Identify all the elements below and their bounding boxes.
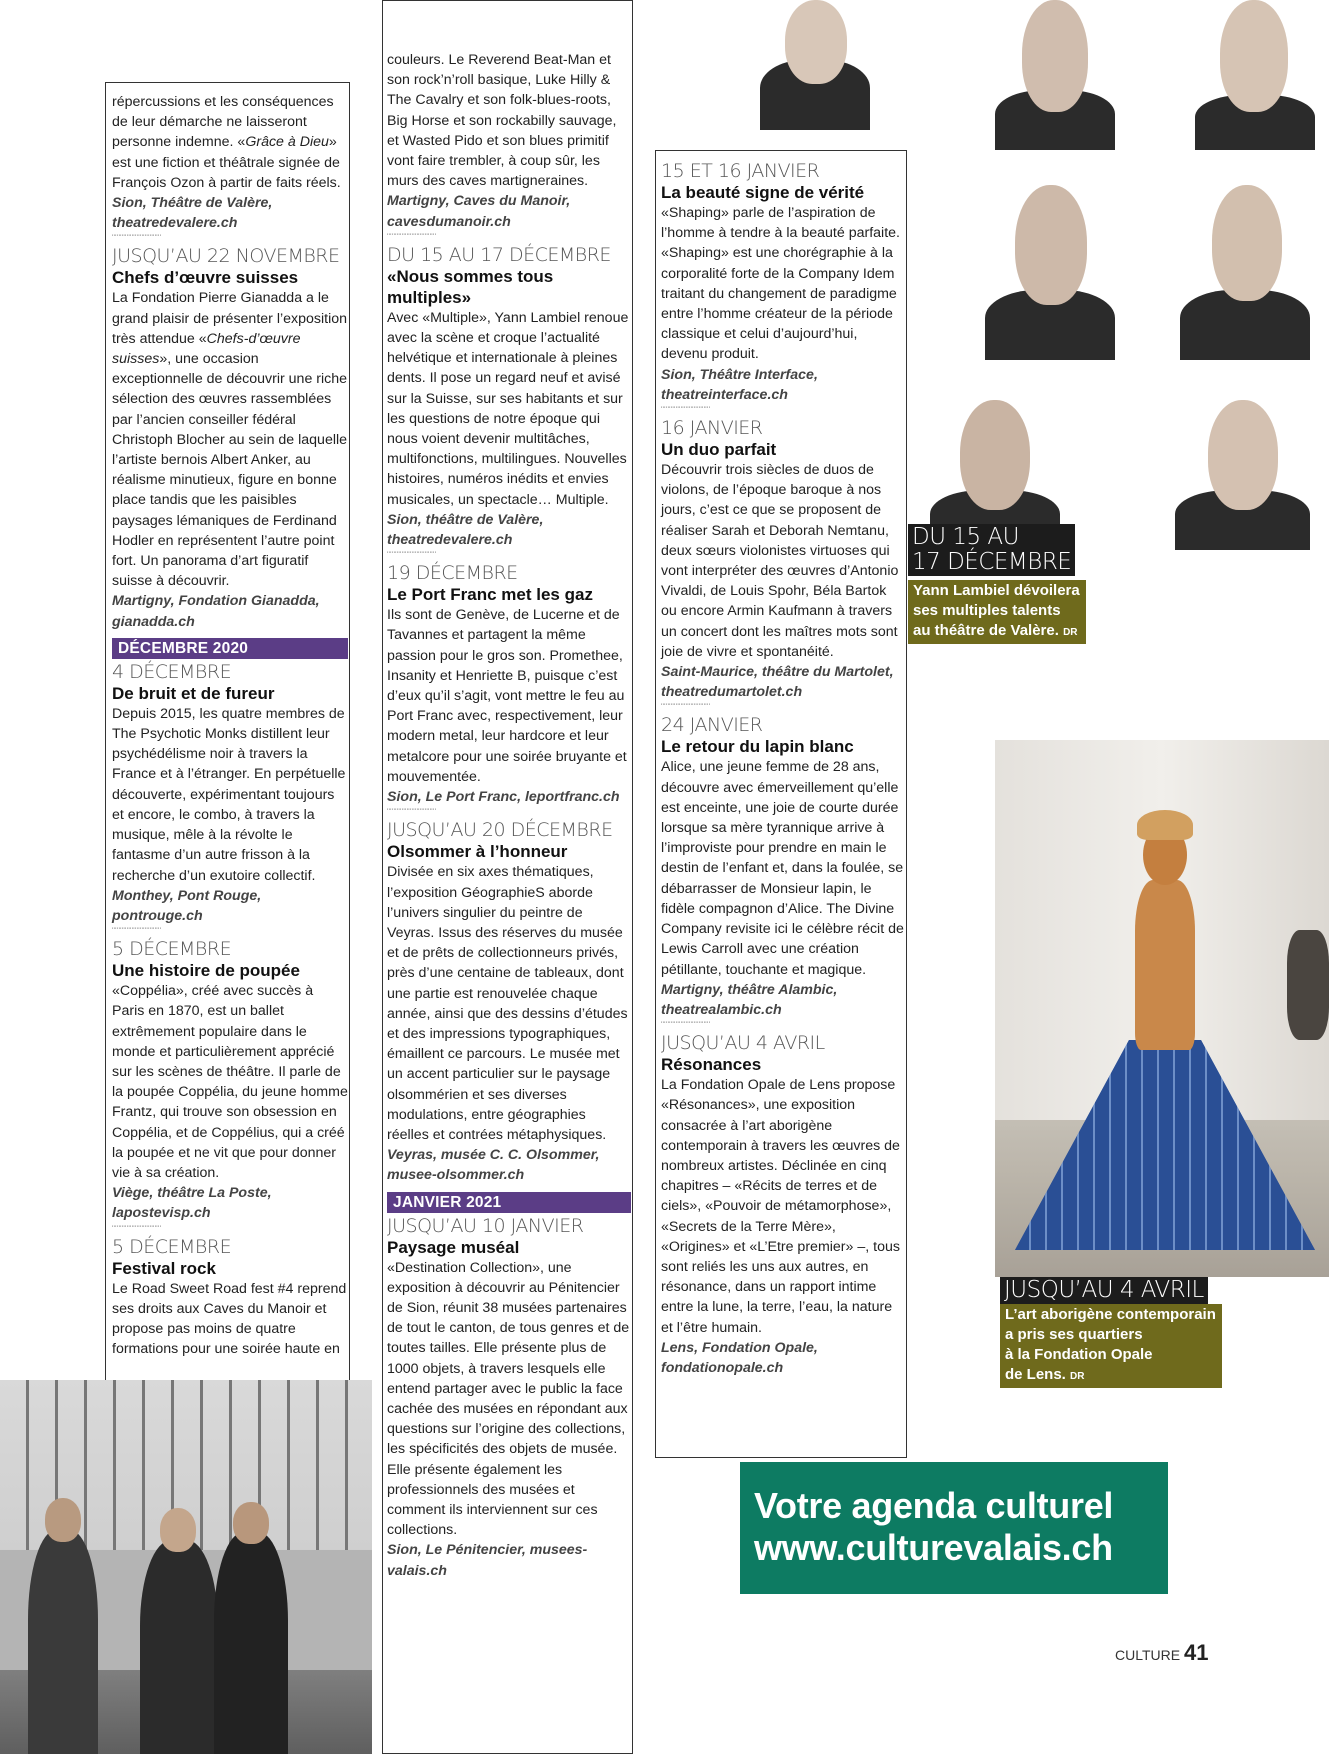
venue: Sion, Théâtre Interface, theatreinterface.ch: [661, 366, 818, 403]
venue: Martigny, Fondation Gianadda, gianadda.ch: [112, 593, 320, 630]
event-date: 5 DÉCEMBRE: [112, 1235, 232, 1258]
portrait: [970, 170, 1130, 360]
month-header: JANVIER 2021: [387, 1192, 631, 1213]
caption-date-line: 17 DÉCEMBRE: [912, 549, 1072, 575]
portrait: [1160, 170, 1329, 360]
sculpture-headdress: [1137, 810, 1193, 840]
portrait: [1170, 0, 1329, 150]
article-text: couleurs. Le Reverend Beat-Man et son rock’n’roll basique, Luke Hilly & The Cavalry et son folk-blues-roots, Big Horse et son rockabilly sauvage, et Wasted Pido et son blues primitif vont faire trembler, à coup sûr, les murs des caves martigneraines.: [387, 52, 617, 190]
band-member: [28, 1530, 98, 1754]
caption-text: [908, 580, 1086, 644]
sculpture-body: [1135, 880, 1195, 1050]
event-body: «Shaping» parle de l’aspiration de l’homme à tendre à la beauté parfaite. «Shaping» est une chorégraphie à la corporalité forte de la Company Idem traitant du changement de paradigme entre l’homme créateur de la période classique et celui d’aujourd’hui, devenu produit.: [661, 205, 900, 363]
event-date: 16 JANVIER: [661, 417, 763, 440]
event-date: 15 ET 16 JANVIER: [661, 160, 820, 182]
event-body: Depuis 2015, les quatre membres de The Psychotic Monks distillent leur psychédélisme noir à travers la France et à l’étranger. En perpétuelle découverte, expérimentant toujours et encore, le combo, à travers la musique, mêle à la révolte le fantasme d’un autre frisson à la recherche d’un exutoire collectif.: [112, 705, 346, 884]
column-1: [112, 92, 348, 1359]
separator: [112, 233, 348, 243]
venue: Veyras, musée C. C. Olsommer, musee-olsommer.ch: [387, 1147, 600, 1184]
agenda-banner[interactable]: [740, 1462, 1168, 1594]
venue: Sion, Théâtre de Valère, theatredevalere.ch: [112, 195, 273, 232]
event-body: La Fondation Pierre Gianadda a le grand plaisir de présenter l’exposition très attendue «Chefs-d’œuvre suisses», une occasion exceptionnelle de découvrir une riche sélection des œuvres rassemblées par l’ancien conseiller fédéral Christoph Blocher au sein de laquelle l’artiste bernois Albert Anker, au réalisme minutieux, figure en bonne place tandis que les paisibles paysages lémaniques de Ferdinand Hodler en représentent l’autre point fort. Un panorama d’art figuratif suisse à découvrir.: [112, 290, 348, 590]
venue: Sion, Le Port Franc, leportfranc.ch: [387, 789, 620, 806]
event-date: JUSQU’AU 10 JANVIER: [387, 1214, 584, 1237]
event-date: 19 DÉCEMBRE: [387, 562, 518, 585]
column-2: [387, 50, 631, 1581]
venue: Sion, théâtre de Valère, theatredevalere.ch: [387, 511, 544, 549]
article-text: répercussions et les conséquences de leur démarche ne laisseront personne indemne. «Grâce à Dieu» est une fiction et théâtrale signée de François Ozon à partir de faits réels.: [112, 94, 341, 191]
caption-date: [1000, 1277, 1208, 1304]
event-title: Le Port Franc met les gaz: [387, 585, 593, 605]
photo-credit: DR: [1063, 627, 1078, 638]
venue: Saint-Maurice, théâtre du Martolet, theatredumartolet.ch: [661, 664, 894, 701]
band-member: [140, 1540, 218, 1754]
agenda-url[interactable]: www.culturevalais.ch: [754, 1527, 1113, 1568]
caption-date: [908, 524, 1075, 576]
event-date: JUSQU’AU 20 DÉCEMBRE: [387, 819, 613, 842]
page-number: 41: [1183, 1640, 1209, 1665]
venue: Lens, Fondation Opale, fondationopale.ch: [661, 1339, 818, 1376]
caption-line: à la Fondation Opale: [1005, 1346, 1153, 1363]
event-title: Paysage muséal: [387, 1237, 520, 1257]
event-title: Olsommer à l’honneur: [387, 842, 568, 862]
event-body: Divisée en six axes thématiques, l’exposition GéographieS aborde l’univers singulier du peintre de Veyras. Issus des réserves du musée et de prêts de collectionneurs privés, près d’une centaine de tableaux, dont une partie est renouvelée chaque année, ainsi que des dessins d’études et des impressions typographiques, émaillent ce parcours. Le musée met un accent particulier sur le paysage olsommérien et ses diverses modulations, entre géographies réelles et contrées métaphysiques.: [387, 864, 628, 1143]
venue: Monthey, Pont Rouge, pontrouge.ch: [112, 887, 262, 924]
event-body: Avec «Multiple», Yann Lambiel renoue avec la scène et croque l’actualité helvétique et internationale à pleines dents. Il pose un regard neuf et avisé sur la Suisse, sur ses habitants et sur les questions de notre époque qui nous voient devenir multitâches, multifonctions, multilingues. Nouvelles histoires, numéros inédits et envies musicales, un spectacle… Multiple.: [387, 309, 629, 508]
event-body: Le Road Sweet Road fest #4 reprend ses droits aux Caves du Manoir et propose pas moins de quatre formations pour une soirée haute en: [112, 1280, 347, 1358]
event-title: Résonances: [661, 1055, 762, 1075]
separator: [387, 232, 631, 242]
caption-line: Yann Lambiel dévoilera: [913, 582, 1080, 599]
photo-credit: DR: [1070, 1371, 1085, 1382]
venue: Viège, théâtre La Poste, lapostevisp.ch: [112, 1185, 272, 1222]
event-body: La Fondation Opale de Lens propose «Résonances», une exposition consacrée à l’art aborigène contemporain à travers les œuvres de nombreux artistes. Déclinée en cinq chapitres – «Récits de terres et de ciels», «Pouvoir de métamorphose», «Secrets de la Terre Mère», «Origines» et «L’Etre premier» –, tous sont reliés les uns aux autres, en résonance, dans un rapport intime entre la lune, la terre, l’eau, la nature et l’être humain.: [661, 1077, 900, 1336]
separator: [661, 1020, 904, 1030]
venue: Martigny, Caves du Manoir, cavesdumanoir.ch: [387, 193, 571, 230]
event-title: Le retour du lapin blanc: [661, 737, 854, 757]
caption-text: [1000, 1304, 1222, 1388]
event-body: «Destination Collection», une exposition à découvrir au Pénitencier de Sion, réunit 38 musées partenaires de tout le canton, de tous genres et de toutes tailles. Elle présente plus de 1000 objets, à travers lesquels elle entend partager avec le public la face cachée des musées en répondant aux questions sur l’origine des collections, les spécificités des objets de musée. Elle présente également les professionnels des musées et comment ils interviennent sur ces collections.: [387, 1259, 630, 1539]
event-date: JUSQU’AU 22 NOVEMBRE: [112, 245, 340, 268]
separator: [661, 702, 904, 712]
caption-line: ses multiples talents: [913, 602, 1061, 619]
portrait: [980, 0, 1130, 150]
page-footer: [1115, 1640, 1208, 1666]
venue: Sion, Le Pénitencier, musees-valais.ch: [387, 1542, 588, 1579]
caption-line: a pris ses quartiers: [1005, 1326, 1143, 1343]
agenda-line-1: Votre agenda culturel: [754, 1485, 1114, 1526]
caption-date-line: JUSQU’AU 4 AVRIL: [1004, 1277, 1204, 1303]
separator: [661, 405, 904, 415]
caption-line: au théâtre de Valère. DR: [913, 622, 1078, 639]
event-date: 5 DÉCEMBRE: [112, 938, 232, 961]
separator: [387, 550, 631, 560]
band-member-face: [160, 1508, 196, 1552]
event-body: Découvrir trois siècles de duos de violons, de l’époque baroque à nos jours, c’est ce que se proposent de réaliser Sarah et Deborah Nemtanu, deux sœurs violonistes virtuoses qui vont interpréter des œuvres d’Antonio Vivaldi, de Louis Spohr, Béla Bartok ou encore Armin Kaufmann à travers un concert dont les maîtres mots sont joie de vivre et spontanéité.: [661, 462, 899, 660]
separator: [112, 926, 348, 936]
portrait: [740, 0, 890, 130]
band-member-face: [233, 1502, 269, 1544]
event-body: «Coppélia», créé avec succès à Paris en 1870, est un ballet extrêmement populaire dans le monde et particulièrement apprécié sur les scènes de théâtre. Il parle de la poupée Coppélia, du jeune homme Frantz, qui trouve son obsession en Coppélia, et de Coppélius, qui a créé la poupée et ne vit que pour donner vie à sa création.: [112, 983, 348, 1181]
sculpture-photo: [995, 740, 1329, 1277]
portrait: [1150, 395, 1329, 550]
event-date: 4 DÉCEMBRE: [112, 660, 232, 683]
band-member-face: [45, 1498, 81, 1542]
event-body: Alice, une jeune femme de 28 ans, découvre avec émerveillement qu’elle est enceinte, une joie de courte durée lorsque sa mère tyrannique arrive à l’improviste pour prendre en main le destin de l’enfant et, dans la foulée, se débarrasser de Monsieur lapin, le fidèle compagnon d’Alice. The Divine Company revisite ici le célèbre récit de Lewis Carroll avec une création pétillante, touchante et magique.: [661, 759, 904, 978]
event-title: Chefs d’œuvre suisses: [112, 268, 299, 288]
event-title: Une histoire de poupée: [112, 961, 300, 981]
event-date: 24 JANVIER: [661, 714, 763, 737]
section-name: CULTURE: [1115, 1647, 1181, 1663]
band-photo: [0, 1380, 372, 1754]
event-title: De bruit et de fureur: [112, 683, 275, 703]
venue: Martigny, théâtre Alambic, theatrealambic.ch: [661, 981, 838, 1018]
separator: [387, 807, 631, 817]
other-artwork: [1287, 930, 1329, 1040]
event-date: DU 15 AU 17 DÉCEMBRE: [387, 243, 611, 266]
caption-date-line: DU 15 AU: [912, 524, 1020, 550]
band-member: [214, 1532, 288, 1754]
caption-line: L’art aborigène contemporain: [1005, 1306, 1216, 1323]
separator: [112, 1224, 348, 1234]
event-date: JUSQU’AU 4 AVRIL: [661, 1032, 825, 1055]
event-body: Ils sont de Genève, de Lucerne et de Tavannes et partagent la même passion pour le gros son. Promethee, Insanity et Henriette B, puisque c’est d’eux qu’il s’agit, vont mettre le feu au Port Franc avec, respectivement, leur modern metal, leur hardcore et leur metalcore pour une soirée bruyante et mouvementée.: [387, 607, 627, 785]
month-header: DÉCEMBRE 2020: [112, 638, 348, 659]
event-title: Festival rock: [112, 1258, 216, 1278]
event-title: La beauté signe de vérité: [661, 183, 865, 202]
column-3: [661, 158, 904, 1378]
caption-line: de Lens. DR: [1005, 1366, 1085, 1383]
event-title: «Nous sommes tous multiples»: [387, 266, 554, 307]
event-title: Un duo parfait: [661, 440, 777, 460]
